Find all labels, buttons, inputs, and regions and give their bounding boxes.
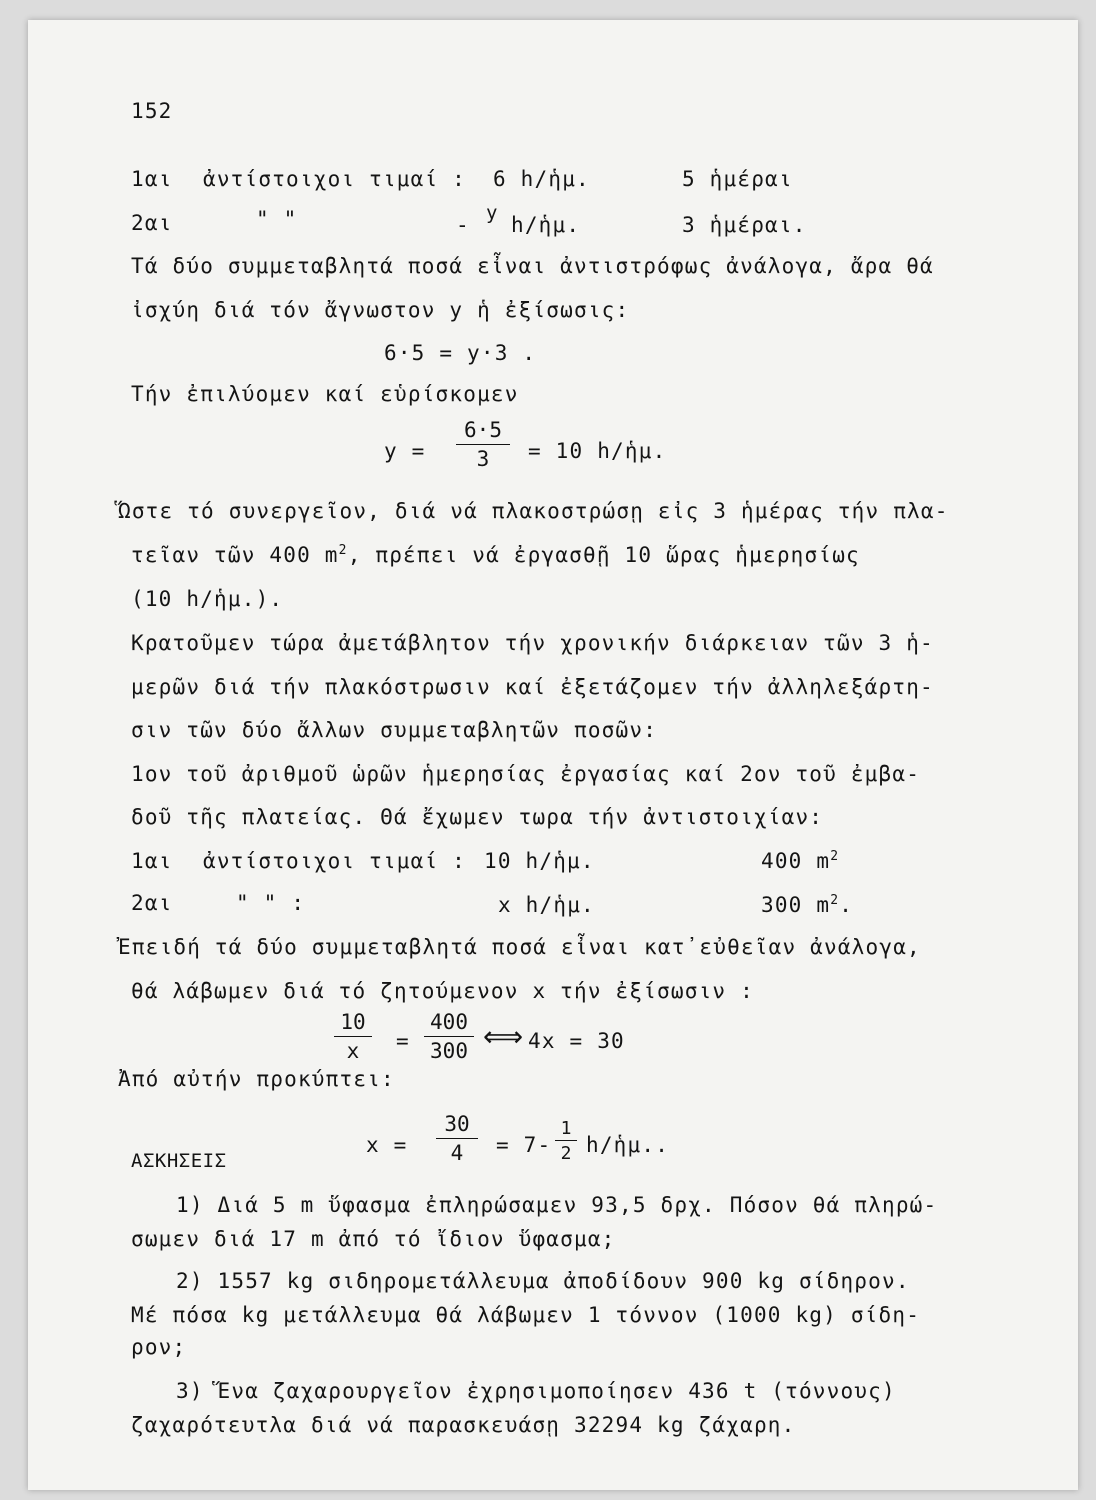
para3-line3: σιν τῶν δύο ἄλλων συμμεταβλητῶν ποσῶν: bbox=[131, 718, 658, 742]
table2-row2-rate: x h/ἡμ. bbox=[498, 893, 595, 917]
para4-line1: Ἐπειδή τά δύο συμμεταβλητά ποσά εἶναι κατ᾽εὐθεῖαν ἀνάλογα, bbox=[118, 935, 921, 959]
exercises-heading: ΑΣΚΗΣΕΙΣ bbox=[131, 1150, 227, 1172]
para3-line2: μερῶν διά τήν πλακόστρωσιν καί ἐξετάζομεν τήν ἀλληλεξάρτη- bbox=[131, 675, 934, 699]
table1-row2-dash: - bbox=[456, 213, 470, 237]
eq3-right-numerator: 400 bbox=[424, 1010, 474, 1037]
para1-line1: Τά δύο συμμεταβλητά ποσά εἶναι ἀντιστρόφως ἀνάλογα, ἄρα θά bbox=[131, 254, 934, 278]
table1-row2-desc: " " bbox=[256, 207, 298, 231]
eq4-fraction bbox=[436, 1112, 478, 1165]
para3-line1: Κρατοῦμεν τώρα ἀμετάβλητον τήν χρονικήν διάρκειαν τῶν 3 ἡ- bbox=[131, 631, 934, 655]
eq3-equivalence-arrow: ⟺ bbox=[483, 1020, 525, 1053]
table1-row1-days: 5 ἡμέραι bbox=[682, 167, 793, 191]
table1-row2-days: 3 ἡμέραι. bbox=[682, 213, 807, 237]
eq3-rhs: 4x = 30 bbox=[528, 1029, 625, 1053]
table2-row1-label: 1αι bbox=[131, 849, 173, 873]
eq2-fraction bbox=[456, 418, 510, 471]
eq2-numerator: 6·5 bbox=[456, 418, 510, 445]
table2-row2-desc: " " : bbox=[236, 891, 306, 915]
table2-row2-area: 300 $m^2$. bbox=[761, 893, 854, 917]
eq2-rhs: = 10 h/ἡμ. bbox=[528, 439, 667, 463]
solve-line: Τήν ἐπιλύομεν καί εὑρίσκομεν bbox=[131, 382, 519, 406]
para3-line4: 1ον τοῦ ἀριθμοῦ ὡρῶν ἡμερησίας ἐργασίας καί 2ον τοῦ ἐμβα- bbox=[131, 762, 921, 786]
equation-1: 6·5 = y·3 . bbox=[384, 341, 537, 365]
exercise-2-line2: Μέ πόσα kg μετάλλευμα θά λάβωμεν 1 τόννον (1000 kg) σίδη- bbox=[131, 1303, 921, 1327]
eq3-left-numerator: 10 bbox=[334, 1010, 372, 1037]
table1-row1-label: 1αι bbox=[131, 167, 173, 191]
para2-line1: Ὥστε τό συνεργεῖον, διά νά πλακοστρώσῃ εἰς 3 ἡμέρας τήν πλα- bbox=[118, 499, 949, 523]
para2-line3: (10 h/ἡμ.). bbox=[131, 587, 284, 611]
eq4-mixed-denominator: 2 bbox=[560, 1143, 572, 1164]
eq4-numerator: 30 bbox=[436, 1112, 478, 1139]
eq3-left-denominator: x bbox=[346, 1039, 360, 1063]
table1-row2-rate-var: y bbox=[486, 202, 499, 224]
para3-line5: δοῦ τῆς πλατείας. Θά ἔχωμεν τωρα τήν ἀντιστοιχίαν: bbox=[131, 805, 824, 829]
table2-row2-label: 2αι bbox=[131, 891, 173, 915]
eq4-unit: h/ἡμ.. bbox=[586, 1133, 670, 1157]
page-number: 152 bbox=[131, 99, 173, 123]
eq4-mixed-numerator: 1 bbox=[555, 1118, 577, 1141]
table2-row1-desc: ἀντίστοιχοι τιμαί : bbox=[203, 849, 467, 873]
eq3-fraction-right bbox=[424, 1010, 474, 1063]
table1-row2-rate-unit: h/ἡμ. bbox=[511, 213, 581, 237]
eq2-denominator: 3 bbox=[476, 447, 490, 471]
table2-row1-rate: 10 h/ἡμ. bbox=[484, 849, 595, 873]
table1-row2-label: 2αι bbox=[131, 211, 173, 235]
table1-row1-desc: ἀντίστοιχοι τιμαί : bbox=[203, 167, 467, 191]
table2-row1-area: 400 $m^2$ bbox=[761, 849, 840, 873]
eq3-equals: = bbox=[396, 1029, 410, 1053]
exercise-2-line3: ρον; bbox=[131, 1335, 187, 1359]
para2-line2: τεῖαν τῶν 400 $m^2$, πρέπει νά ἐργασθῇ 10 ὥρας ἡμερησίως bbox=[131, 543, 860, 567]
eq3-fraction-left bbox=[334, 1010, 372, 1063]
eq2-lhs: y = bbox=[384, 439, 426, 463]
eq4-mid: = 7- bbox=[496, 1133, 552, 1157]
exercise-1-line1: 1) Διά 5 m ὕφασμα ἐπληρώσαμεν 93,5 δρχ. Πόσον θά πληρώ- bbox=[176, 1193, 938, 1217]
eq3-right-denominator: 300 bbox=[430, 1039, 468, 1063]
exercise-3-line2: ζαχαρότευτλα διά νά παρασκευάσῃ 32294 kg ζάχαρη. bbox=[131, 1413, 796, 1437]
document-page bbox=[28, 20, 1078, 1490]
exercise-2-line1: 2) 1557 kg σιδηρομετάλλευμα ἀποδίδουν 900 kg σίδηρον. bbox=[176, 1269, 910, 1293]
para1-line2: ἰσχύη διά τόν ἄγνωστον y ἡ ἐξίσωσις: bbox=[131, 298, 630, 322]
eq4-mixed-fraction bbox=[555, 1118, 577, 1164]
eq4-denominator: 4 bbox=[450, 1141, 464, 1165]
table1-row1-rate: 6 h/ἡμ. bbox=[493, 167, 590, 191]
para4-line2: θά λάβωμεν διά τό ζητούμενον x τήν ἐξίσωσιν : bbox=[131, 979, 754, 1003]
result-line: Ἀπό αὐτήν προκύπτει: bbox=[118, 1067, 395, 1091]
exercise-1-line2: σωμεν διά 17 m ἀπό τό ἴδιον ὕφασμα; bbox=[131, 1227, 616, 1251]
exercise-3-line1: 3) Ἕνα ζαχαρουργεῖον ἐχρησιμοποίησεν 436 t (τόννους) bbox=[176, 1379, 896, 1403]
eq4-lhs: x = bbox=[366, 1133, 408, 1157]
